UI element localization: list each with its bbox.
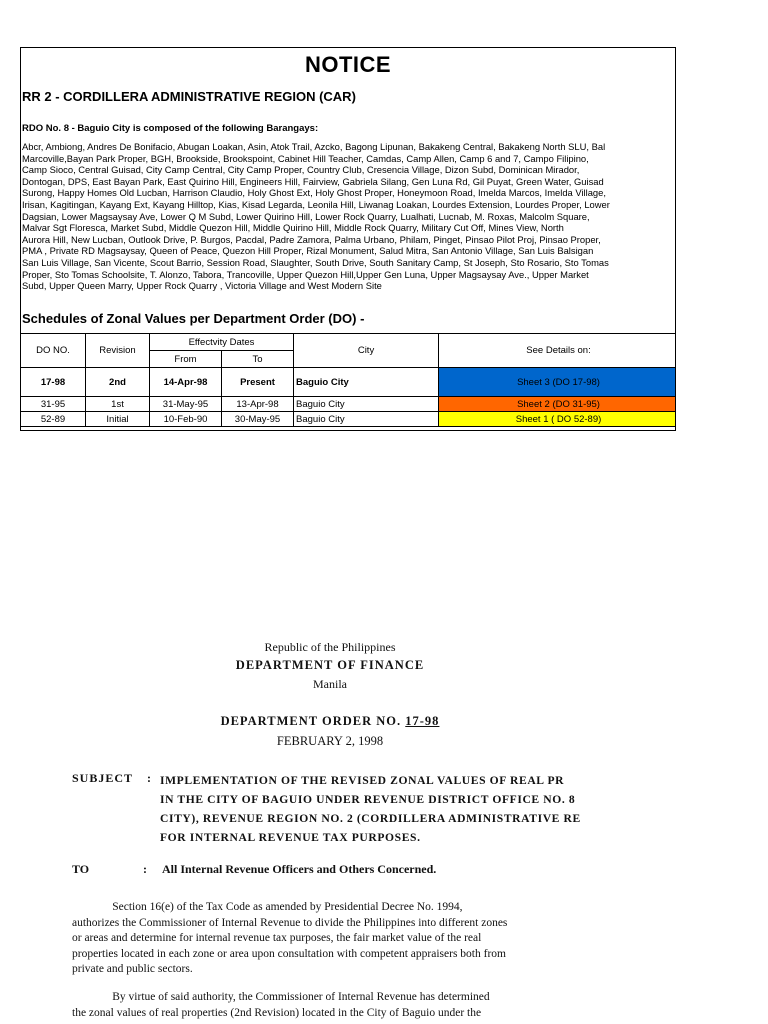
paragraph-line: authorizes the Commissioner of Internal Revenue to divide the Philippines into different zones <box>72 916 508 929</box>
table-row <box>21 397 677 412</box>
paragraph-2 <box>72 990 596 1021</box>
subject-text <box>160 771 600 847</box>
col-header-details: See Details on: <box>439 334 676 368</box>
cell-revision: 1st <box>86 397 150 412</box>
cell-city: Baguio City <box>294 368 439 397</box>
paragraph-line: By virtue of said authority, the Commissioner of Internal Revenue has determined <box>72 991 490 1003</box>
barangay-line: Camp Sioco, Central Guisad, City Camp Central, City Camp Proper, Country Club, Cresencia Village, Dizon Subd, Dominican Mirador, <box>22 164 580 176</box>
sheet-1-link[interactable]: Sheet 1 ( DO 52-89) <box>439 412 676 427</box>
barangay-line: Malvar Sgt Floresca, Market Subd, Middle Quezon Hill, Middle Quirino Hill, Middle Rock Quarry, Military Cut Off, Mines View, North <box>22 222 564 234</box>
cell-to: Present <box>222 368 294 397</box>
department-heading: DEPARTMENT OF FINANCE <box>235 658 425 672</box>
subject-label: SUBJECT <box>72 771 134 785</box>
republic-heading: Republic of the Philippines <box>264 640 396 654</box>
cell-from: 10-Feb-90 <box>150 412 222 427</box>
barangay-line: Dontogan, DPS, East Bayan Park, East Quirino Hill, Engineers Hill, Fairview, Gabriela Silang, Gen Luna Rd, Gil Puyat, Green Water, Guisad <box>22 175 604 187</box>
cell-do-no: 31-95 <box>21 397 86 412</box>
barangay-line: Irisan, Kagitingan, Kayang Ext, Kayang Hilltop, Kias, Kisad Legarda, Leonila Hill, Liwanag Loakan, Lourdes Extension, Lourdes Proper, Lower <box>22 198 610 210</box>
barangay-line: Dagsian, Lower Magsaysay Ave, Lower Q M Subd, Lower Quirino Hill, Lower Rock Quarry, Lualhati, Lucnab, M. Roxas, Malcolm Square, <box>22 210 590 222</box>
col-header-do-no: DO NO. <box>21 334 86 368</box>
cell-from: 31-May-95 <box>150 397 222 412</box>
to-text: All Internal Revenue Officers and Others Concerned. <box>162 862 437 876</box>
cell-to: 30-May-95 <box>222 412 294 427</box>
table-row <box>21 368 677 397</box>
cell-city: Baguio City <box>294 412 439 427</box>
order-heading <box>0 714 660 729</box>
paragraph-line: private and public sectors. <box>72 963 193 975</box>
cell-revision: Initial <box>86 412 150 427</box>
rdo-heading: RDO No. 8 - Baguio City is composed of the following Barangays: <box>22 123 319 134</box>
col-header-to: To <box>222 351 294 368</box>
notice-title: NOTICE <box>304 52 392 77</box>
subject-line: FOR INTERNAL REVENUE TAX PURPOSES. <box>160 831 421 844</box>
order-number: 17-98 <box>405 714 440 728</box>
sheet-2-link[interactable]: Sheet 2 (DO 31-95) <box>439 397 676 412</box>
to-label: TO <box>72 862 90 876</box>
barangay-list <box>22 141 675 292</box>
barangay-line: Abcr, Ambiong, Andres De Bonifacio, Abugan Loakan, Asin, Atok Trail, Azcko, Bagong Lipunan, Bakakeng Central, Bakakeng North SLU, Bal <box>22 141 606 152</box>
scanned-department-order <box>0 600 768 1024</box>
paragraph-line: properties located in each zone or area upon consultation with competent appraisers both from <box>72 947 506 960</box>
department-order-table <box>20 333 676 427</box>
order-label: DEPARTMENT ORDER NO. <box>220 714 406 728</box>
barangay-line: PMA , Private RD Magsaysay, Queen of Peace, Quezon Hill Proper, Rizal Monument, Salud Mitra, San Antonio Village, San Luis Balsigan <box>22 245 594 257</box>
barangay-line: Subd, Upper Queen Marry, Upper Rock Quarry , Victoria Village and West Modern Site <box>22 280 382 292</box>
barangay-line: Proper, Sto Tomas Schoolsite, T. Alonzo, Tabora, Trancoville, Upper Quezon Hill,Upper Gen Luna, Upper Magsaysay Ave., Upper Market <box>22 268 589 280</box>
paragraph-line: or areas and determine for internal revenue tax purposes, the fair market value of the real <box>72 932 482 944</box>
subject-line: IMPLEMENTATION OF THE REVISED ZONAL VALUES OF REAL PR <box>160 774 565 787</box>
barangay-line: San Luis Village, San Vicente, Scout Barrio, Session Road, Slaughter, South Drive, South Sanitary Camp, St Joseph, Sto Rosario, Sto Tomas <box>22 256 609 268</box>
subject-line: CITY), REVENUE REGION NO. 2 (CORDILLERA ADMINISTRATIVE RE <box>160 812 581 825</box>
order-date: FEBRUARY 2, 1998 <box>276 734 384 748</box>
barangay-line: Marcoville,Bayan Park Proper, BGH, Brookside, Brookspoint, Cabinet Hill Teacher, Camdas, Camp Allen, Camp 6 and 7, Campo Filipino, <box>22 152 589 164</box>
sheet-3-link[interactable]: Sheet 3 (DO 17-98) <box>439 368 676 397</box>
cell-revision: 2nd <box>86 368 150 397</box>
col-header-revision: Revision <box>86 334 150 368</box>
subject-line: IN THE CITY OF BAGUIO UNDER REVENUE DISTRICT OFFICE NO. 8 <box>160 793 576 806</box>
paragraph-line: Section 16(e) of the Tax Code as amended by Presidential Decree No. 1994, <box>72 901 463 913</box>
region-heading: RR 2 - CORDILLERA ADMINISTRATIVE REGION (CAR) <box>22 89 356 104</box>
cell-do-no: 17-98 <box>21 368 86 397</box>
cell-to: 13-Apr-98 <box>222 397 294 412</box>
col-header-effectivity: Effectvity Dates <box>150 334 294 351</box>
cell-from: 14-Apr-98 <box>150 368 222 397</box>
paragraph-1 <box>72 900 596 978</box>
col-header-city: City <box>294 334 439 368</box>
cell-do-no: 52-89 <box>21 412 86 427</box>
subject-colon: : <box>147 771 151 785</box>
col-header-from: From <box>150 351 222 368</box>
barangay-line: Surong, Happy Homes Old Lucban, Harrison Claudio, Holy Ghost Ext, Holy Ghost Proper, Honeymoon Road, Imelda Marcos, Imelda Village, <box>22 187 606 199</box>
notice-box <box>20 47 676 431</box>
to-colon: : <box>143 862 147 876</box>
barangay-line: Aurora Hill, New Lucban, Outlook Drive, P. Burgos, Pacdal, Padre Zamora, Palma Urbano, Philam, Pinget, Pinsao Pilot Proj, Pinsao Proper, <box>22 233 601 245</box>
paragraph-line: the zonal values of real properties (2nd Revision) located in the City of Baguio under the <box>72 1006 482 1019</box>
table-row <box>21 412 677 427</box>
schedules-heading: Schedules of Zonal Values per Department Order (DO) - <box>22 311 365 326</box>
city-heading: Manila <box>313 677 347 691</box>
cell-city: Baguio City <box>294 397 439 412</box>
